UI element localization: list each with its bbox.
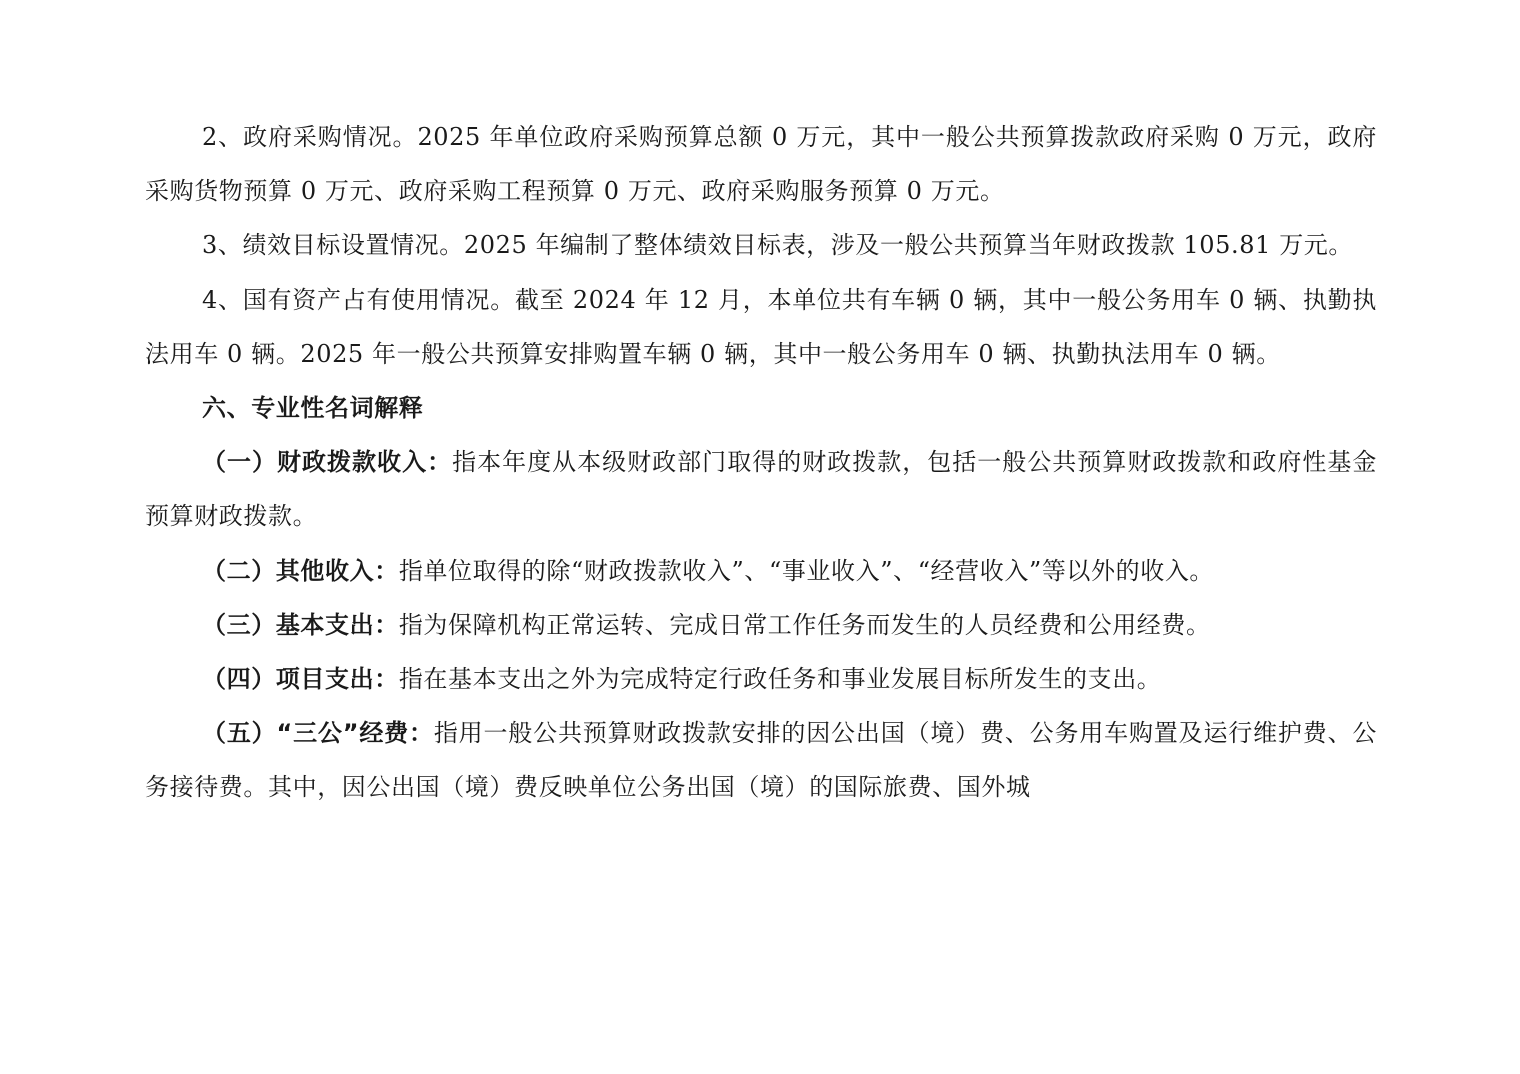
definition-item bbox=[145, 706, 1377, 814]
paragraph-performance-targets: 3、绩效目标设置情况。2025 年编制了整体绩效目标表，涉及一般公共预算当年财政拨款 105.81 万元。 bbox=[202, 231, 1354, 260]
definition-text: 指在基本支出之外为完成特定行政任务和事业发展目标所发生的支出。 bbox=[398, 665, 1162, 694]
section-heading: 六、专业性名词解释 bbox=[202, 394, 424, 423]
definition-term: （一）财政拨款收入： bbox=[202, 448, 453, 477]
definition-term: （二）其他收入： bbox=[202, 556, 399, 585]
definition-term: （五）“三公”经费： bbox=[202, 719, 434, 748]
definition-item bbox=[145, 544, 1377, 598]
definition-item bbox=[145, 652, 1377, 706]
definition-text: 指用一般公共预算财政拨款安排的因公出国（境）费、公务用车购置及运行维护费、公务接待费。其中，因公出国（境）费反映单位公务出国（境）的国际旅费、国外城 bbox=[145, 719, 1378, 802]
definition-term: （三）基本支出： bbox=[202, 610, 399, 639]
definition-text: 指单位取得的除“财政拨款收入”、“事业收入”、“经营收入”等以外的收入。 bbox=[398, 556, 1215, 585]
definition-text: 指本年度从本级财政部门取得的财政拨款，包括一般公共预算财政拨款和政府性基金预算财政拨款。 bbox=[145, 448, 1378, 531]
paragraph-government-procurement: 2、政府采购情况。2025 年单位政府采购预算总额 0 万元，其中一般公共预算拨款政府采购 0 万元，政府采购货物预算 0 万元、政府采购工程预算 0 万元、政府采购服务预算 0 万元。 bbox=[145, 123, 1377, 206]
definition-item bbox=[145, 598, 1377, 652]
definition-item bbox=[145, 435, 1377, 543]
definition-term: （四）项目支出： bbox=[202, 665, 399, 694]
paragraph-state-assets: 4、国有资产占有使用情况。截至 2024 年 12 月，本单位共有车辆 0 辆，其中一般公务用车 0 辆、执勤执法用车 0 辆。2025 年一般公共预算安排购置车辆 0 辆，其中一般公务用车 0 辆、执勤执法用车 0 辆。 bbox=[145, 285, 1377, 368]
document-body bbox=[145, 110, 1377, 815]
definition-text: 指为保障机构正常运转、完成日常工作任务而发生的人员经费和公用经费。 bbox=[398, 610, 1211, 639]
